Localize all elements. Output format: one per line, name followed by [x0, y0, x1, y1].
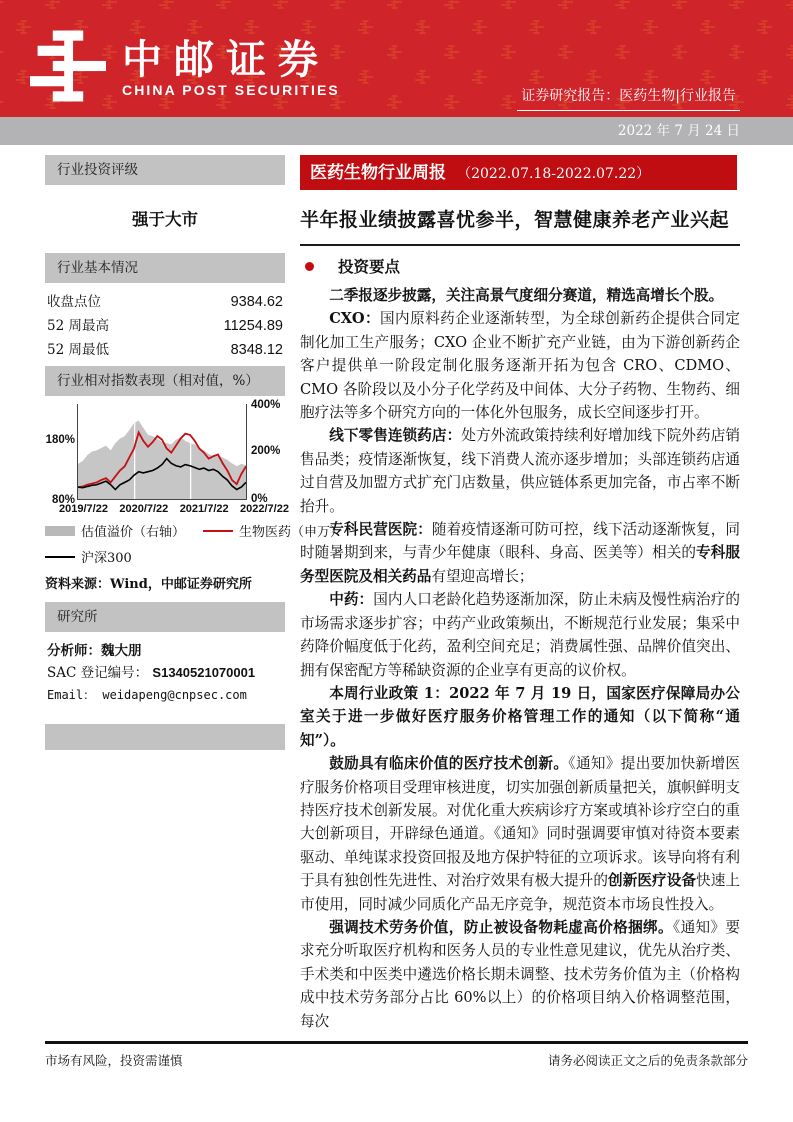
legend-label: 生物医药（申万）	[239, 525, 344, 540]
sidebar	[45, 155, 344, 1033]
report-date: 2022 年 7 月 24 日	[0, 117, 793, 145]
relative-index-chart	[45, 399, 344, 592]
stat-row-52w-low	[47, 336, 283, 360]
chart-legend	[45, 521, 344, 566]
chart-plot-area	[77, 404, 247, 500]
section-heading-label: 投资要点	[338, 257, 401, 276]
right-tick-400: 400%	[251, 399, 281, 411]
area-swatch-icon	[45, 526, 75, 536]
page-footer	[45, 1041, 748, 1069]
analyst-line: 分析师：魏大朋	[47, 643, 142, 659]
brand-name-en: CHINA POST SECURITIES	[122, 82, 340, 98]
sac-number: S1340521070001	[152, 665, 256, 680]
email-line: Email： weidapeng@cnpsec.com	[47, 688, 247, 702]
right-axis-ticks	[247, 399, 285, 505]
body-paragraph: 本周行业政策 1：2022 年 7 月 19 日，国家医疗保障局办公室关于进一步做好医疗服务价格管理工作的通知（以下简称“通知”）。	[300, 684, 740, 749]
china-post-logo-icon	[30, 30, 106, 106]
email-value: weidapeng@cnpsec.com	[102, 688, 247, 702]
right-tick-0: 0%	[251, 493, 268, 505]
data-source-note: 资料来源：Wind，中邮证券研究所	[45, 577, 252, 592]
stat-value: 11254.89	[223, 318, 283, 334]
body-paragraph: 专科民营医院：随着疫情逐渐可防可控，线下活动逐渐恢复，同时随暑期到来，与青少年健康（眼科、身高、医美等）相关的专科服务型医院及相关药品有望迎高增长；	[300, 521, 740, 585]
red-line-swatch-icon	[203, 530, 233, 532]
black-line-swatch-icon	[45, 556, 75, 558]
rating-section-header: 行业投资评级	[45, 155, 285, 185]
stat-label: 52 周最低	[47, 342, 109, 358]
header-band	[0, 0, 793, 117]
legend-item-hs300	[45, 547, 132, 566]
institute-section-header: 研究所	[45, 602, 285, 632]
body-paragraph: 中药：国内人口老龄化趋势逐渐加深，防止未病及慢性病治疗的市场需求逐步扩容；中药产业政策频出，不断规范行业发展；集采中药降价幅度低于化药，盈利空间充足；消费属性强、品牌价值突出、拥有保密配方等稀缺资源的企业享有更高的议价权。	[300, 591, 740, 679]
analyst-name: 魏大朋	[101, 643, 142, 659]
report-period: （2022.07.18-2022.07.22）	[457, 166, 651, 182]
x-tick: 2020/7/22	[119, 503, 169, 515]
red-bullet-icon	[305, 262, 314, 271]
industry-stats-table	[45, 283, 285, 366]
report-title: 医药生物行业周报	[310, 163, 446, 183]
stat-row-close	[47, 288, 283, 312]
x-tick: 2021/7/22	[179, 503, 229, 515]
stat-row-52w-high	[47, 312, 283, 336]
body-paragraph: 鼓励具有临床价值的医疗技术创新。《通知》提出要加快新增医疗服务价格项目受理审核进度，切实加强创新质量把关，旗帜鲜明支持医疗技术创新发展。对优化重大疾病诊疗方案或填补诊疗空白的重大创新项目，开辟绿色通道。《通知》同时强调要审慎对待资本要素驱动、单纯谋求投资回报及地方保护特征的立项诉求。该导向将有利于具有独创性先进性、对治疗效果有极大提升的创新医疗设备快速上市使用，同时减少同质化产品无序竞争，规范资本市场良性投入。	[300, 755, 740, 913]
disclaimer-note: 请务必阅读正文之后的免责条款部分	[547, 1053, 748, 1068]
brand-name-cn: 中邮证券	[122, 36, 330, 83]
stat-value: 9384.62	[230, 294, 283, 310]
rating-value: 强于大市	[132, 210, 198, 229]
stat-value: 8348.12	[230, 342, 283, 358]
risk-warning: 市场有风险，投资需谨慎	[45, 1053, 183, 1068]
right-tick-200: 200%	[251, 445, 281, 457]
paragraphs	[300, 284, 740, 1033]
chart-section-header: 行业相对指数表现（相对值，%）	[45, 366, 285, 396]
left-tick-80: 80%	[51, 494, 75, 506]
main-column	[300, 155, 740, 1033]
left-axis-ticks	[45, 404, 77, 506]
x-tick: 2022/7/22	[240, 503, 289, 515]
sac-line: SAC 登记编号： S1340521070001	[47, 665, 256, 681]
footer-rule	[45, 1041, 748, 1044]
investment-points-heading	[300, 255, 740, 277]
body-paragraph: 强调技术劳务价值，防止被设备物耗虚高价格捆绑。《通知》要求充分听取医疗机构和医务人员的专业性意见建议，优先从治疗类、手术类和中医类中遴选价格长期未调整、技术劳务价值为主（价格构成中技术劳务部分占比 60%以上）的价格项目纳入价格调整范围，每次	[300, 918, 740, 1030]
stat-label: 52 周最高	[47, 318, 109, 334]
legend-label: 估值溢价（右轴）	[81, 525, 186, 540]
report-title-bar	[300, 155, 737, 190]
analyst-block	[45, 632, 285, 706]
body-paragraph: CXO：国内原料药企业逐渐转型，为全球创新药企提供合同定制化加工生产服务；CXO 企业不断扩充产业链，由为下游创新药企客户提供单一阶段定制化服务逐渐开拓为包含 CRO、CDMO、CMO 各阶段以及小分子化学药及中间体、大分子药物、生物药、细胞疗法等多个研究方向的一体化外包服务，成长空间逐步打开。	[300, 310, 740, 422]
legend-label: 沪深300	[81, 551, 132, 566]
report-category-tag: 证券研究报告：医药生物|行业报告	[517, 85, 740, 111]
legend-item-premium	[45, 521, 185, 540]
left-tick-180: 180%	[45, 434, 75, 446]
body-paragraph: 二季报逐步披露，关注高景气度细分赛道，精选高增长个股。	[329, 287, 724, 304]
x-tick: 2019/7/22	[59, 503, 108, 515]
report-subtitle: 半年报业绩披露喜忧参半，智慧健康养老产业兴起	[300, 209, 730, 231]
body-paragraph: 线下零售连锁药店：处方外流政策持续利好增加线下院外药店销售品类；疫情逐渐恢复，线下消费人流亦逐步增加；头部连锁药店通过自营及加盟方式扩充门店数量，供应链体系更加完备，市占率不断抬升。	[300, 427, 740, 515]
divider-rule	[300, 244, 740, 246]
stat-label: 收盘点位	[47, 294, 101, 310]
empty-section-bar	[45, 724, 285, 750]
basic-info-section-header: 行业基本情况	[45, 253, 285, 283]
